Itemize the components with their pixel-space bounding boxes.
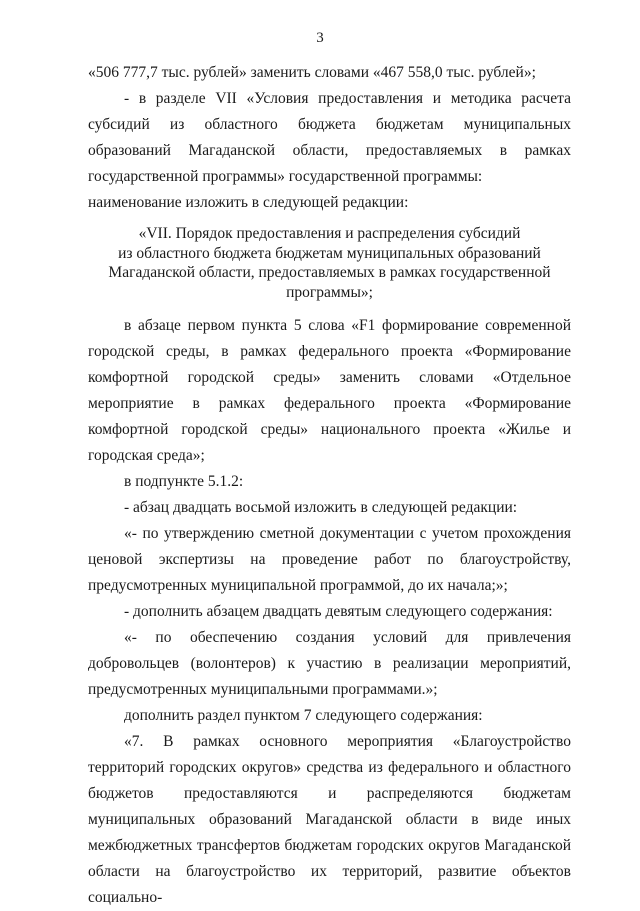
paragraph-item-7: «7. В рамках основного мероприятия «Благоустройство территорий городских округов» средства из федерального и областного бюджетов предоставляются и распределяются бюджетам муниципальных образований Магаданской области в виде иных межбюджетных трансфертов бюджетам городских округов Магаданской области на благоустройство их территорий, развитие объектов социально- [88, 733, 571, 906]
heading-line: Магаданской области, предоставляемых в рамках государственной [108, 264, 551, 281]
paragraph-volunteers: «- по обеспечению создания условий для привлечения добровольцев (волонтеров) к участию в реализации мероприятий, предусмотренных муниципальными программами.»; [88, 629, 571, 698]
document-body [88, 60, 571, 911]
paragraph-item-5: в абзаце первом пункта 5 слова «F1 формирование современной городской среды, в рамках федерального проекта «Формирование комфортной городской среды» заменить словами «Отдельное мероприятие в рамках федерального проекта «Формирование комфортной городской среды» национального проекта «Жилье и городская среда»; [88, 317, 571, 464]
heading-line: из областного бюджета бюджетам муниципальных образований [118, 244, 541, 262]
paragraph-subitem-5-1-2: в подпункте 5.1.2: [124, 473, 244, 490]
heading-line: «VII. Порядок предоставления и распределения субсидий [138, 225, 521, 242]
paragraph-section-vii: - в разделе VII «Условия предоставления и методика расчета субсидий из областного бюджета бюджетам муниципальных образований Магаданской области, предоставляемых в рамках государственной программы» государственной программы: [88, 90, 571, 185]
paragraph-estimate-docs: «- по утверждению сметной документации с учетом прохождения ценовой экспертизы на проведение работ по благоустройству, предусмотренных муниципальной программой, до их начала;»; [88, 525, 571, 594]
page-number: 3 [316, 30, 324, 46]
paragraph-28th-abzac: - абзац двадцать восьмой изложить в следующей редакции: [124, 499, 518, 516]
paragraph-29th-abzac: - дополнить абзацем двадцать девятым следующего содержания: [124, 603, 553, 620]
heading-line: программы»; [286, 283, 373, 301]
section-heading [88, 224, 571, 302]
paragraph-add-item-7: дополнить раздел пунктом 7 следующего содержания: [124, 707, 483, 724]
paragraph-amount-replacement: «506 777,7 тыс. рублей» заменить словами «467 558,0 тыс. рублей»; [88, 64, 536, 81]
paragraph-name-edit: наименование изложить в следующей редакции: [88, 194, 409, 211]
